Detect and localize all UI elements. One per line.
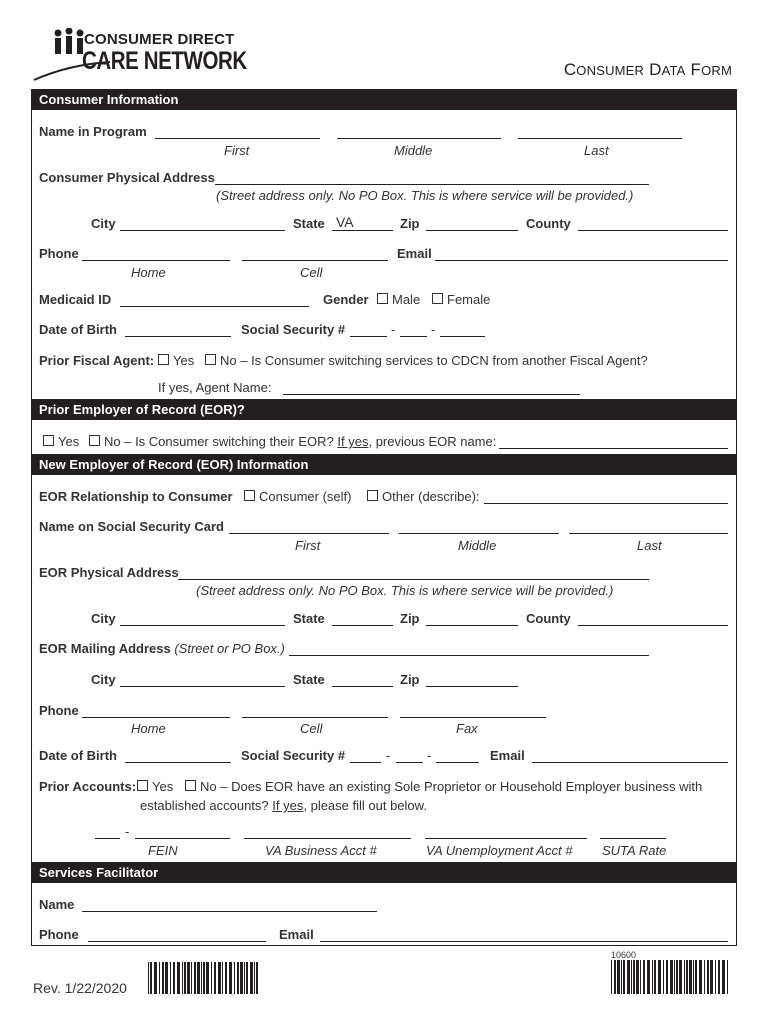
consumer-county-field[interactable] bbox=[578, 230, 728, 231]
eor-state-label: State bbox=[293, 611, 325, 626]
consumer-ssn-part2[interactable] bbox=[400, 336, 427, 337]
first-caption: First bbox=[295, 538, 321, 553]
eor-cell-phone-field[interactable] bbox=[242, 717, 388, 718]
consumer-cell-phone-field[interactable] bbox=[242, 260, 388, 261]
consumer-ssn-label: Social Security # bbox=[241, 322, 346, 337]
prior-eor-no-checkbox[interactable]: No – Is Consumer switching their EOR? If yes, previous EOR name: bbox=[89, 434, 496, 449]
section-header-consumer: Consumer Information bbox=[31, 89, 737, 110]
facilitator-email-label: Email bbox=[279, 927, 314, 942]
eor-city-label: City bbox=[91, 611, 116, 626]
section-header-prior-eor: Prior Employer of Record (EOR)? bbox=[31, 399, 737, 420]
accounts-followup: established accounts? If yes, please fill out below. bbox=[140, 798, 427, 813]
eor-mailing-city-label: City bbox=[91, 672, 116, 687]
logo bbox=[32, 26, 247, 82]
consumer-address-note: (Street address only. No PO Box. This is where service will be provided.) bbox=[216, 188, 634, 203]
cell-caption: Cell bbox=[300, 721, 323, 736]
name-in-program-label: Name in Program bbox=[39, 124, 147, 139]
eor-other-checkbox[interactable]: Other (describe): bbox=[367, 489, 480, 504]
va-unemployment-acct-field[interactable] bbox=[425, 838, 587, 839]
eor-other-describe-field[interactable] bbox=[484, 503, 728, 504]
consumer-address-field[interactable] bbox=[215, 184, 649, 185]
checkbox-icon bbox=[158, 354, 169, 365]
eor-zip-field[interactable] bbox=[426, 625, 518, 626]
accounts-no-checkbox[interactable]: No – Does EOR have an existing Sole Proprietor or Household Employer business with bbox=[185, 779, 702, 794]
consumer-address-label: Consumer Physical Address bbox=[39, 170, 215, 185]
previous-eor-name-field[interactable] bbox=[499, 448, 728, 449]
va-business-caption: VA Business Acct # bbox=[265, 843, 377, 858]
checkbox-icon bbox=[89, 435, 100, 446]
consumer-zip-label: Zip bbox=[400, 216, 420, 231]
ssn-dash: - bbox=[391, 322, 396, 337]
checkbox-icon bbox=[137, 780, 148, 791]
consumer-ssn-part3[interactable] bbox=[440, 336, 485, 337]
logo-line2: CARE NETWORK bbox=[82, 47, 247, 75]
checkbox-icon bbox=[185, 780, 196, 791]
eor-mailing-zip-field[interactable] bbox=[426, 686, 518, 687]
eor-state-field[interactable] bbox=[332, 625, 393, 626]
consumer-middle-name-field[interactable] bbox=[337, 138, 501, 139]
eor-email-label: Email bbox=[490, 748, 525, 763]
ssn-dash: - bbox=[427, 748, 432, 763]
facilitator-phone-field[interactable] bbox=[88, 941, 266, 942]
consumer-dob-label: Date of Birth bbox=[39, 322, 117, 337]
middle-caption: Middle bbox=[394, 143, 433, 158]
eor-ssn-part3[interactable] bbox=[436, 762, 479, 763]
first-caption: First bbox=[224, 143, 250, 158]
home-caption: Home bbox=[131, 721, 166, 736]
eor-home-phone-field[interactable] bbox=[82, 717, 230, 718]
consumer-state-label: State bbox=[293, 216, 325, 231]
consumer-county-label: County bbox=[526, 216, 571, 231]
eor-county-label: County bbox=[526, 611, 571, 626]
section-header-facilitator: Services Facilitator bbox=[31, 862, 737, 883]
consumer-first-name-field[interactable] bbox=[155, 138, 320, 139]
prior-eor-yes-checkbox[interactable]: Yes bbox=[43, 434, 79, 449]
consumer-home-phone-field[interactable] bbox=[82, 260, 230, 261]
facilitator-phone-label: Phone bbox=[39, 927, 79, 942]
eor-phone-label: Phone bbox=[39, 703, 79, 718]
medicaid-label: Medicaid ID bbox=[39, 292, 112, 307]
fax-caption: Fax bbox=[456, 721, 478, 736]
checkbox-icon bbox=[377, 293, 388, 304]
eor-address-label: EOR Physical Address bbox=[39, 565, 179, 580]
fiscal-no-checkbox[interactable]: No – Is Consumer switching services to CDCN from another Fiscal Agent? bbox=[205, 353, 648, 368]
ssn-dash: - bbox=[386, 748, 391, 763]
section-header-new-eor: New Employer of Record (EOR) Information bbox=[31, 454, 737, 475]
barcode-icon bbox=[611, 960, 729, 994]
eor-mailing-zip-label: Zip bbox=[400, 672, 420, 687]
eor-address-field[interactable] bbox=[178, 579, 649, 580]
home-caption: Home bbox=[131, 265, 166, 280]
fiscal-yes-checkbox[interactable]: Yes bbox=[158, 353, 194, 368]
fein-part2[interactable] bbox=[135, 838, 230, 839]
agent-name-label: If yes, Agent Name: bbox=[158, 380, 272, 395]
eor-first-name-field[interactable] bbox=[229, 533, 389, 534]
last-caption: Last bbox=[637, 538, 662, 553]
facilitator-email-field[interactable] bbox=[320, 941, 728, 942]
va-unemployment-caption: VA Unemployment Acct # bbox=[426, 843, 573, 858]
fein-caption: FEIN bbox=[148, 843, 178, 858]
logo-line1: CONSUMER DIRECT bbox=[84, 31, 235, 48]
ss-card-name-label: Name on Social Security Card bbox=[39, 519, 224, 534]
prior-accounts-label: Prior Accounts: bbox=[39, 779, 137, 794]
suta-caption: SUTA Rate bbox=[602, 843, 667, 858]
va-business-acct-field[interactable] bbox=[244, 838, 411, 839]
middle-caption: Middle bbox=[458, 538, 497, 553]
last-caption: Last bbox=[584, 143, 609, 158]
consumer-city-field[interactable] bbox=[120, 230, 285, 231]
checkbox-icon bbox=[244, 490, 255, 501]
agent-name-field[interactable] bbox=[283, 394, 580, 395]
gender-female-checkbox[interactable]: Female bbox=[432, 292, 490, 307]
checkbox-icon bbox=[205, 354, 216, 365]
eor-ssn-part1[interactable] bbox=[350, 762, 381, 763]
eor-zip-label: Zip bbox=[400, 611, 420, 626]
ssn-dash: - bbox=[431, 322, 436, 337]
prior-fiscal-agent-label: Prior Fiscal Agent: bbox=[39, 353, 155, 368]
consumer-ssn-part1[interactable] bbox=[350, 336, 387, 337]
eor-mailing-label: EOR Mailing Address (Street or PO Box.) bbox=[39, 641, 285, 656]
consumer-email-field[interactable] bbox=[435, 260, 728, 261]
eor-last-name-field[interactable] bbox=[569, 533, 728, 534]
form-title: CONSUMER DATA FORM bbox=[563, 60, 732, 79]
eor-relationship-label: EOR Relationship to Consumer bbox=[39, 489, 233, 504]
medicaid-field[interactable] bbox=[120, 306, 309, 307]
eor-address-note: (Street address only. No PO Box. This is where service will be provided.) bbox=[196, 583, 614, 598]
eor-dob-field[interactable] bbox=[125, 762, 231, 763]
fein-dash: - bbox=[125, 824, 130, 839]
checkbox-icon bbox=[43, 435, 54, 446]
consumer-phone-label: Phone bbox=[39, 246, 79, 261]
eor-county-field[interactable] bbox=[578, 625, 728, 626]
eor-self-checkbox[interactable]: Consumer (self) bbox=[244, 489, 351, 504]
eor-ssn-label: Social Security # bbox=[241, 748, 346, 763]
consumer-zip-field[interactable] bbox=[426, 230, 518, 231]
consumer-state-field[interactable] bbox=[332, 230, 393, 231]
checkbox-icon bbox=[432, 293, 443, 304]
form-frame bbox=[31, 89, 737, 946]
fein-part1[interactable] bbox=[95, 838, 120, 839]
eor-mailing-state-label: State bbox=[293, 672, 325, 687]
barcode-icon bbox=[148, 962, 258, 994]
consumer-state-value: VA bbox=[336, 214, 354, 230]
accounts-yes-checkbox[interactable]: Yes bbox=[137, 779, 173, 794]
checkbox-icon bbox=[367, 490, 378, 501]
eor-dob-label: Date of Birth bbox=[39, 748, 117, 763]
eor-middle-name-field[interactable] bbox=[399, 533, 559, 534]
facilitator-name-label: Name bbox=[39, 897, 75, 912]
facilitator-name-field[interactable] bbox=[82, 911, 377, 912]
eor-mailing-state-field[interactable] bbox=[332, 686, 393, 687]
eor-mailing-field[interactable] bbox=[289, 655, 649, 656]
form-code: 10600 bbox=[611, 950, 637, 960]
revision-date: Rev. 1/22/2020 bbox=[33, 980, 127, 996]
gender-male-checkbox[interactable]: Male bbox=[377, 292, 420, 307]
eor-ssn-part2[interactable] bbox=[396, 762, 423, 763]
gender-label: Gender bbox=[323, 292, 369, 307]
consumer-email-label: Email bbox=[397, 246, 432, 261]
consumer-dob-field[interactable] bbox=[125, 336, 231, 337]
suta-rate-field[interactable] bbox=[600, 838, 666, 839]
consumer-last-name-field[interactable] bbox=[518, 138, 682, 139]
cell-caption: Cell bbox=[300, 265, 323, 280]
consumer-city-label: City bbox=[91, 216, 116, 231]
eor-mailing-city-field[interactable] bbox=[120, 686, 285, 687]
eor-fax-field[interactable] bbox=[400, 717, 546, 718]
eor-email-field[interactable] bbox=[532, 762, 728, 763]
eor-city-field[interactable] bbox=[120, 625, 285, 626]
